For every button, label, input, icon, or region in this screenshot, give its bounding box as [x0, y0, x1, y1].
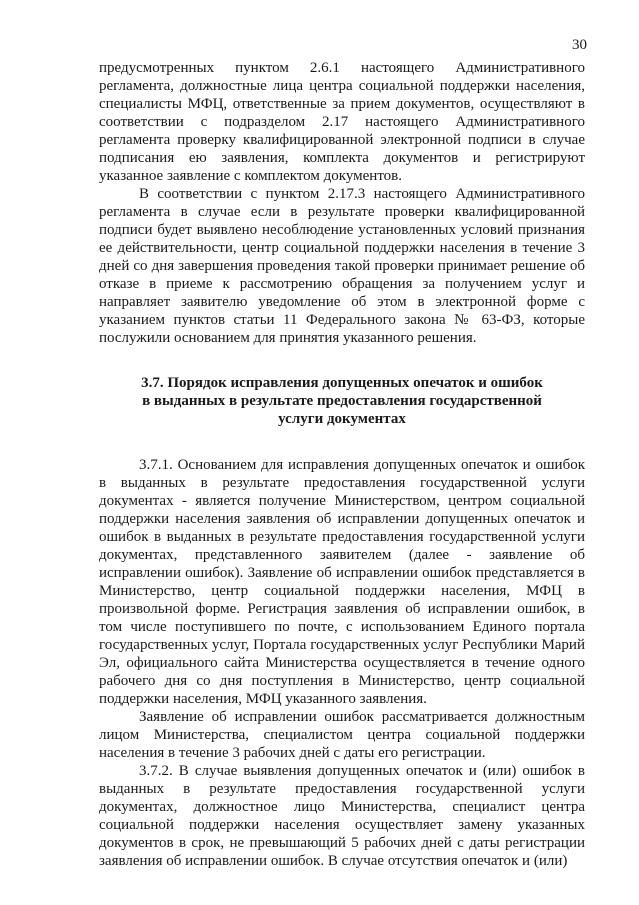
- section-heading-line-3: услуги документах: [278, 411, 406, 427]
- page-number: 30: [572, 37, 587, 53]
- paragraph-3-7-1: 3.7.1. Основанием для исправления допущенных опечаток и ошибок в выданных в результате предоставления государственной услуги документах - является получение Министерством, центром социальной поддержки населения заявления об исправлении допущенных опечаток и ошибок в выданных в результате предоставления государственной услуги документах, представленного заявителем (далее - заявление об исправлении ошибок). Заявление об исправлении ошибок представляется в Министерство, центр социальной поддержки населения, МФЦ в произвольной форме. Регистрация заявления об исправлении ошибок, в том числе поступившего по почте, с использованием Единого портала государственных услуг, Портала государственных услуг Республики Марий Эл, официального сайта Министерства осуществляется в течение одного рабочего дня со дня поступления в Министерство, центр социальной поддержки населения, МФЦ указанного заявления.: [99, 457, 585, 707]
- paragraph-review-period: Заявление об исправлении ошибок рассматривается должностным лицом Министерства, специалистом центра социальной поддержки населения в течение 3 рабочих дней с даты его регистрации.: [99, 709, 585, 761]
- section-heading-line-1: 3.7. Порядок исправления допущенных опечаток и ошибок: [141, 375, 543, 391]
- section-heading-line-2: в выданных в результате предоставления государственной: [142, 393, 542, 409]
- paragraph-verification-continuation: предусмотренных пунктом 2.6.1 настоящего Административного регламента, должностные лица центра социальной поддержки населения, специалисты МФЦ, ответственные за прием документов, осуществляют в соответствии с подразделом 2.17 настоящего Административного регламента проверку квалифицированной электронной подписи в случае подписания ею заявления, комплекта документов и регистрируют указанное заявление с комплектом документов.: [99, 60, 585, 184]
- paragraph-3-7-2: 3.7.2. В случае выявления допущенных опечаток и (или) ошибок в выданных в результате предоставления государственной услуги документах, должностное лицо Министерства, специалист центра социальной поддержки населения осуществляет замену указанных документов в срок, не превышающий 5 рабочих дней с даты регистрации заявления об исправлении ошибок. В случае отсутствия опечаток и (или): [99, 763, 585, 869]
- paragraph-signature-check-refusal: В соответствии с пунктом 2.17.3 настоящего Административного регламента в случае если в результате проверки квалифицированной подписи будет выявлено несоблюдение установленных условий признания ее действительности, центр социальной поддержки населения в течение 3 дней со дня завершения проведения такой проверки принимает решение об отказе в приеме к рассмотрению обращения за получением услуг и направляет заявителю уведомление об этом в электронной форме с указанием пунктов статьи 11 Федерального закона № 63-ФЗ, которые послужили основанием для принятия указанного решения.: [99, 186, 585, 346]
- section-heading-3-7: [99, 374, 585, 428]
- document-body: [99, 59, 585, 870]
